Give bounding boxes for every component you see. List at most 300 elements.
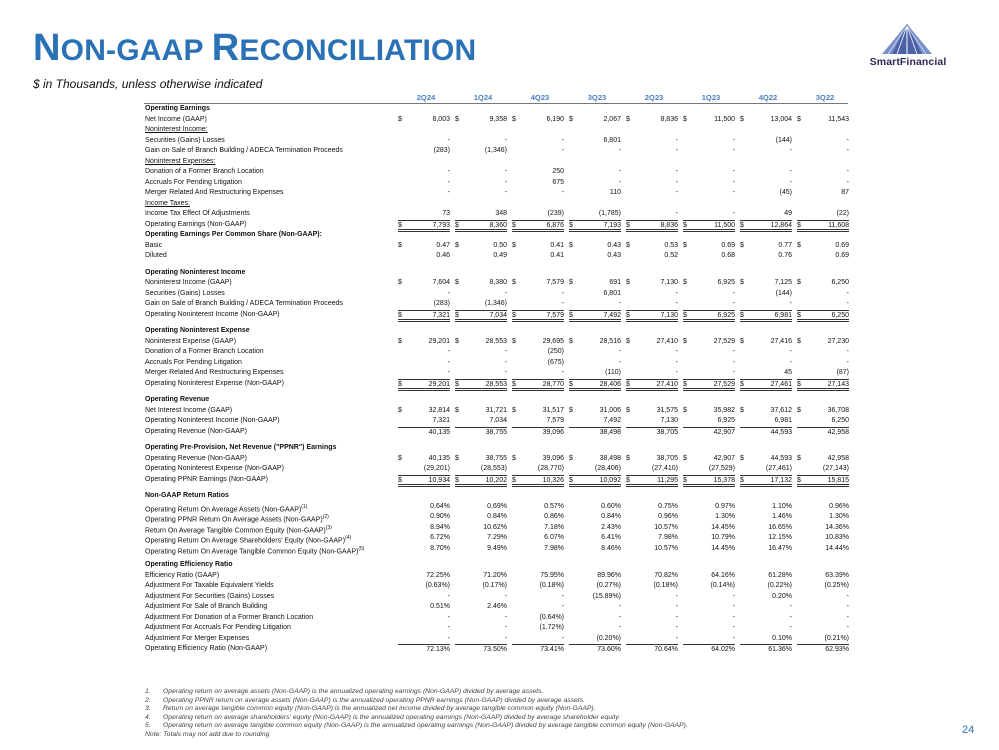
table-row — [0, 157, 999, 168]
currency-symbol: $ — [398, 406, 402, 414]
cell-value: (144) — [775, 136, 792, 144]
row-label: Gain on Sale of Branch Building / ADECA Termination Proceeds — [145, 300, 343, 307]
currency-symbol: $ — [455, 380, 459, 388]
table-row — [0, 278, 999, 289]
table-row — [0, 416, 999, 427]
cell-value: 0.69% — [487, 502, 507, 510]
cell-value: 63.39% — [825, 571, 849, 579]
cell-value: 0.60% — [601, 502, 621, 510]
currency-symbol: $ — [797, 279, 801, 286]
cell-value: - — [618, 603, 621, 610]
column-header: 2Q24 — [416, 93, 436, 102]
cell-value: 28,406 — [599, 380, 621, 388]
currency-symbol: $ — [455, 241, 459, 249]
currency-symbol: $ — [455, 337, 459, 345]
table-cell — [740, 427, 792, 436]
cell-value: (27,529) — [708, 465, 735, 472]
table-row — [0, 337, 999, 348]
currency-symbol: $ — [569, 406, 573, 414]
cell-value: 7,492 — [603, 417, 621, 424]
cell-value: 7,321 — [432, 311, 450, 319]
cell-value: - — [561, 592, 564, 600]
table-row — [0, 136, 999, 147]
table-row — [0, 602, 999, 613]
cell-value: 44,593 — [770, 454, 792, 462]
section-heading — [0, 326, 999, 337]
column-header: 3Q23 — [587, 93, 607, 102]
table-row — [0, 178, 999, 189]
cell-value: - — [504, 168, 507, 175]
cell-value: - — [561, 289, 564, 297]
cell-value: - — [504, 592, 507, 600]
row-label: Noninterest Income: — [145, 126, 208, 133]
table-row — [0, 533, 999, 544]
cell-value: (0.27%) — [596, 582, 621, 589]
cell-value: 6,925 — [717, 311, 735, 319]
currency-symbol: $ — [626, 337, 630, 345]
cell-value: - — [846, 300, 849, 307]
row-label: Noninterest Income (GAAP) — [145, 279, 232, 286]
cell-value: 6.72% — [430, 534, 450, 541]
cell-value: - — [732, 300, 735, 307]
cell-value: - — [846, 613, 849, 621]
cell-value: - — [561, 634, 564, 642]
currency-symbol: $ — [740, 279, 744, 286]
row-label: Merger Related And Restructuring Expenses — [145, 189, 284, 196]
cell-value: (15.89%) — [592, 592, 621, 600]
cell-value: 0.52 — [664, 252, 678, 259]
cell-value: 0.96% — [829, 502, 849, 510]
cell-value: 10,326 — [542, 476, 564, 484]
cell-value: 39,096 — [542, 428, 564, 436]
cell-value: 27,529 — [713, 380, 735, 388]
cell-value: 27,529 — [713, 337, 735, 345]
cell-value: 71.20% — [483, 571, 507, 579]
cell-value: - — [846, 136, 849, 144]
currency-symbol: $ — [797, 476, 801, 484]
cell-value: - — [732, 147, 735, 154]
currency-symbol: $ — [455, 454, 459, 462]
currency-symbol: $ — [797, 337, 801, 345]
cell-value: 0.50 — [493, 241, 507, 249]
column-header: 2Q23 — [644, 93, 664, 102]
cell-value: 7.29% — [487, 534, 507, 541]
cell-value: 37,612 — [770, 406, 792, 414]
row-label: Basic — [145, 241, 163, 249]
table-row — [0, 544, 999, 555]
cell-value: - — [447, 613, 450, 621]
cell-value: - — [846, 624, 849, 631]
cell-value: 6.07% — [544, 534, 564, 541]
cell-value: (28,553) — [480, 465, 507, 472]
cell-value: 7,579 — [546, 417, 564, 424]
row-label: Accruals For Pending Litigation — [145, 358, 242, 366]
cell-value: 38,755 — [485, 454, 507, 462]
page-title: NON-GAAP RECONCILIATION — [33, 27, 477, 69]
cell-value: 8.94% — [430, 523, 450, 531]
cell-value: - — [618, 147, 621, 154]
cell-value: 13,004 — [770, 115, 792, 123]
currency-symbol: $ — [797, 115, 801, 123]
currency-symbol: $ — [683, 380, 687, 388]
cell-value: 39,096 — [542, 454, 564, 462]
cell-value: 40,135 — [428, 428, 450, 436]
cell-value: 7,193 — [603, 221, 621, 229]
cell-value: (239) — [547, 210, 564, 217]
cell-value: - — [732, 592, 735, 600]
row-label: Operating Return On Average Shareholders' Equity (Non-GAAP)$^{(4)}$ — [145, 535, 352, 545]
currency-symbol: $ — [740, 454, 744, 462]
cell-value: (28,406) — [594, 465, 621, 472]
cell-value: - — [618, 300, 621, 307]
table-row — [0, 251, 999, 262]
cell-value: (0.18%) — [653, 582, 678, 589]
cell-value: 38,755 — [485, 428, 507, 436]
cell-value: 0.69 — [835, 241, 849, 249]
cell-value: (87) — [836, 369, 849, 376]
cell-value: 6,876 — [546, 221, 564, 229]
table-row — [0, 115, 999, 126]
cell-value: 0.76 — [778, 252, 792, 259]
currency-symbol: $ — [626, 380, 630, 388]
table-row — [0, 220, 999, 231]
cell-value: 29,201 — [428, 337, 450, 345]
table-cell — [455, 427, 507, 436]
currency-symbol: $ — [797, 311, 801, 319]
cell-value: 6,250 — [831, 311, 849, 319]
cell-value: - — [732, 210, 735, 217]
cell-value: 73.50% — [483, 646, 507, 653]
currency-symbol: $ — [797, 454, 801, 462]
cell-value: 9.49% — [487, 544, 507, 552]
currency-symbol: $ — [626, 454, 630, 462]
cell-value: (1,346) — [484, 300, 507, 307]
table-row — [0, 379, 999, 390]
table-row — [0, 623, 999, 634]
cell-value: (0.17%) — [482, 582, 507, 589]
table-cell — [512, 427, 564, 436]
currency-symbol: $ — [626, 115, 630, 123]
cell-value: 0.57% — [544, 502, 564, 510]
cell-value: - — [504, 289, 507, 297]
cell-value: - — [447, 592, 450, 600]
cell-value: 87 — [841, 189, 849, 196]
table-row — [0, 299, 999, 310]
currency-symbol: $ — [512, 115, 516, 123]
table-cell — [626, 427, 678, 436]
cell-value: 11,608 — [828, 221, 849, 229]
cell-value: - — [675, 289, 678, 297]
cell-value: - — [789, 147, 792, 154]
table-row — [0, 512, 999, 523]
cell-value: 27,410 — [656, 337, 678, 345]
cell-value: 10,092 — [599, 476, 621, 484]
currency-symbol: $ — [740, 241, 744, 249]
column-header: 4Q23 — [530, 93, 550, 102]
row-label: Securities (Gains) Losses — [145, 289, 225, 297]
cell-value: - — [675, 348, 678, 355]
cell-value: 28,770 — [542, 380, 564, 388]
cell-value: 38,705 — [656, 428, 678, 436]
cell-value: 17,132 — [770, 476, 792, 484]
currency-symbol: $ — [512, 241, 516, 249]
section-heading — [0, 560, 999, 571]
cell-value: - — [789, 168, 792, 175]
cell-value: - — [846, 603, 849, 610]
cell-value: - — [675, 189, 678, 196]
cell-value: 0.43 — [607, 252, 621, 259]
cell-value: 16.47% — [768, 544, 792, 552]
cell-value: - — [618, 178, 621, 186]
table-cell — [626, 644, 678, 653]
cell-value: - — [447, 348, 450, 355]
cell-value: 6,250 — [831, 417, 849, 424]
table-row — [0, 475, 999, 486]
cell-value: 8,380 — [489, 279, 507, 286]
cell-value: 28,553 — [485, 380, 507, 388]
cell-value: 61.36% — [768, 646, 792, 653]
cell-value: 73.60% — [597, 646, 621, 653]
currency-symbol: $ — [455, 476, 459, 484]
currency-symbol: $ — [683, 476, 687, 484]
cell-value: 0.41 — [550, 241, 564, 249]
currency-symbol: $ — [797, 221, 801, 229]
cell-value: 0.90% — [430, 513, 450, 520]
cell-value: 0.69 — [835, 252, 849, 259]
row-label: Gain on Sale of Branch Building / ADECA Termination Proceeds — [145, 147, 343, 154]
row-label: Operating Earnings — [145, 105, 210, 112]
cell-value: 6,925 — [717, 279, 735, 286]
cell-value: - — [789, 178, 792, 186]
cell-value: (29,201) — [423, 465, 450, 472]
currency-symbol: $ — [512, 406, 516, 414]
cell-value: 7,130 — [660, 417, 678, 424]
cell-value: - — [675, 369, 678, 376]
cell-value: 40,135 — [428, 454, 450, 462]
column-header: 3Q22 — [815, 93, 835, 102]
cell-value: 38,498 — [599, 454, 621, 462]
cell-value: - — [846, 592, 849, 600]
row-label: Operating Noninterest Income (Non-GAAP) — [145, 310, 280, 318]
cell-value: 42,958 — [827, 428, 849, 436]
cell-value: - — [504, 634, 507, 642]
section-heading — [0, 443, 999, 454]
cell-value: (675) — [547, 358, 564, 366]
cell-value: 70.64% — [654, 646, 678, 653]
section-heading — [0, 104, 999, 115]
cell-value: (250) — [547, 348, 564, 355]
cell-value: 27,230 — [827, 337, 849, 345]
cell-value: (1,346) — [484, 147, 507, 154]
row-label: Operating Noninterest Income (Non-GAAP) — [145, 417, 280, 424]
row-label: Operating Efficiency Ratio (Non-GAAP) — [145, 645, 268, 652]
cell-value: 8,836 — [660, 115, 678, 123]
cell-value: 38,498 — [599, 428, 621, 436]
currency-symbol: $ — [398, 311, 402, 319]
currency-symbol: $ — [626, 311, 630, 319]
page-number: 24 — [962, 724, 975, 736]
cell-value: 0.49 — [493, 252, 507, 259]
cell-value: - — [846, 358, 849, 366]
table-cell — [512, 644, 564, 653]
cell-value: (0.21%) — [824, 634, 849, 642]
cell-value: 691 — [609, 279, 621, 286]
cell-value: 6,190 — [546, 115, 564, 123]
table-row — [0, 125, 999, 136]
currency-symbol: $ — [398, 221, 402, 229]
cell-value: - — [732, 348, 735, 355]
row-label: Adjustment For Merger Expenses — [145, 634, 250, 642]
row-label: Net Income (GAAP) — [145, 115, 207, 123]
cell-value: 31,517 — [542, 406, 564, 414]
row-label: Operating PPNR Return On Average Assets (Non-GAAP)$^{(2)}$ — [145, 514, 329, 524]
cell-value: (22) — [836, 210, 849, 217]
table-row — [0, 427, 999, 438]
cell-value: 7,793 — [432, 221, 450, 229]
cell-value: - — [789, 603, 792, 610]
currency-symbol: $ — [455, 221, 459, 229]
cell-value: 7.18% — [544, 523, 564, 531]
cell-value: 0.97% — [715, 502, 735, 510]
table-row — [0, 592, 999, 603]
table-cell — [398, 427, 450, 436]
cell-value: 27,461 — [770, 380, 792, 388]
table-row — [0, 406, 999, 417]
table-row — [0, 571, 999, 582]
cell-value: 10.79% — [711, 534, 735, 541]
currency-symbol: $ — [740, 476, 744, 484]
cell-value: (144) — [775, 289, 792, 297]
cell-value: (0.18%) — [539, 582, 564, 589]
table-row — [0, 289, 999, 300]
table-row — [0, 581, 999, 592]
cell-value: (283) — [433, 300, 450, 307]
currency-symbol: $ — [626, 221, 630, 229]
cell-value: - — [789, 348, 792, 355]
currency-symbol: $ — [455, 115, 459, 123]
cell-value: 7,034 — [489, 311, 507, 319]
cell-value: - — [675, 613, 678, 621]
cell-value: 36,708 — [827, 406, 849, 414]
cell-value: - — [618, 624, 621, 631]
cell-value: - — [675, 358, 678, 366]
cell-value: 6,250 — [831, 279, 849, 286]
cell-value: 8.46% — [601, 544, 621, 552]
cell-value: 12.15% — [768, 534, 792, 541]
cell-value: 7,604 — [432, 279, 450, 286]
cell-value: 8.70% — [430, 544, 450, 552]
cell-value: - — [447, 168, 450, 175]
cell-value: - — [447, 189, 450, 196]
cell-value: - — [561, 147, 564, 154]
currency-symbol: $ — [740, 115, 744, 123]
currency-symbol: $ — [740, 337, 744, 345]
cell-value: 14.44% — [825, 544, 849, 552]
cell-value: 10.62% — [483, 523, 507, 531]
currency-symbol: $ — [569, 454, 573, 462]
currency-symbol: $ — [512, 311, 516, 319]
cell-value: 45 — [784, 369, 792, 376]
cell-value: 16.65% — [768, 523, 792, 531]
cell-value: 11,295 — [657, 476, 678, 484]
currency-symbol: $ — [626, 476, 630, 484]
table-cell — [797, 427, 849, 436]
currency-symbol: $ — [455, 279, 459, 286]
cell-value: (0.20%) — [596, 634, 621, 642]
cell-value: 64.02% — [711, 646, 735, 653]
cell-value: 7,125 — [774, 279, 792, 286]
cell-value: - — [732, 369, 735, 376]
cell-value: - — [447, 358, 450, 366]
currency-symbol: $ — [683, 311, 687, 319]
table-row — [0, 502, 999, 513]
cell-value: - — [561, 136, 564, 144]
cell-value: 0.64% — [430, 502, 450, 510]
row-label: Operating Earnings Per Common Share (Non-GAAP): — [145, 231, 322, 238]
cell-value: 1.46% — [772, 513, 792, 520]
row-label: Operating Efficiency Ratio — [145, 561, 233, 568]
cell-value: 10.83% — [825, 534, 849, 541]
table-cell — [797, 644, 849, 653]
cell-value: 675 — [552, 178, 564, 186]
section-heading — [0, 230, 999, 241]
cell-value: 29,201 — [428, 380, 450, 388]
rounding-note: Note: Totals may not add due to rounding — [145, 730, 270, 738]
table-cell — [398, 644, 450, 653]
cell-value: - — [732, 624, 735, 631]
cell-value: - — [732, 634, 735, 642]
cell-value: 6.41% — [601, 534, 621, 541]
cell-value: 1.30% — [715, 513, 735, 520]
table-row — [0, 310, 999, 321]
row-label: Income Taxes: — [145, 199, 191, 207]
cell-value: 1.10% — [772, 502, 792, 510]
cell-value: 38,705 — [656, 454, 678, 462]
page-subtitle: $ in Thousands, unless otherwise indicated — [33, 77, 263, 91]
column-header: 1Q23 — [701, 93, 721, 102]
cell-value: 7,579 — [546, 279, 564, 286]
currency-symbol: $ — [683, 454, 687, 462]
cell-value: 89.96% — [597, 571, 621, 579]
cell-value: 31,006 — [599, 406, 621, 414]
table-row — [0, 347, 999, 358]
footnote: 5. Operating return on average tangible common equity (Non-GAAP) is the annualized operating earnings (Non-GAAP) divided by average tangible common equity (Non-GAAP). — [145, 722, 688, 729]
cell-value: 31,721 — [485, 406, 507, 414]
cell-value: - — [732, 189, 735, 196]
row-label: Adjustment For Sale of Branch Building — [145, 603, 268, 610]
cell-value: 250 — [552, 168, 564, 175]
section-heading — [0, 395, 999, 406]
row-label: Noninterest Expense (GAAP) — [145, 337, 237, 345]
cell-value: 8,360 — [489, 221, 507, 229]
cell-value: - — [675, 147, 678, 154]
cell-value: - — [675, 624, 678, 631]
cell-value: 11,500 — [714, 115, 735, 123]
cell-value: 0.69 — [721, 241, 735, 249]
row-label: Operating Return On Average Assets (Non-GAAP)$^{(1)}$ — [145, 503, 308, 513]
cell-value: 29,695 — [542, 337, 564, 345]
table-row — [0, 613, 999, 624]
section-heading — [0, 491, 999, 502]
footnote: 2. Operating PPNR return on average assets (Non-GAAP) is the annualized operating PPNR earnings (Non-GAAP) divided by average assets. — [145, 696, 585, 704]
cell-value: - — [504, 189, 507, 196]
cell-value: - — [618, 168, 621, 175]
cell-value: 72.13% — [426, 646, 450, 653]
cell-value: 0.43 — [607, 241, 621, 249]
cell-value: - — [675, 178, 678, 186]
row-label: Operating Noninterest Expense — [145, 327, 250, 334]
cell-value: 28,516 — [599, 337, 621, 345]
